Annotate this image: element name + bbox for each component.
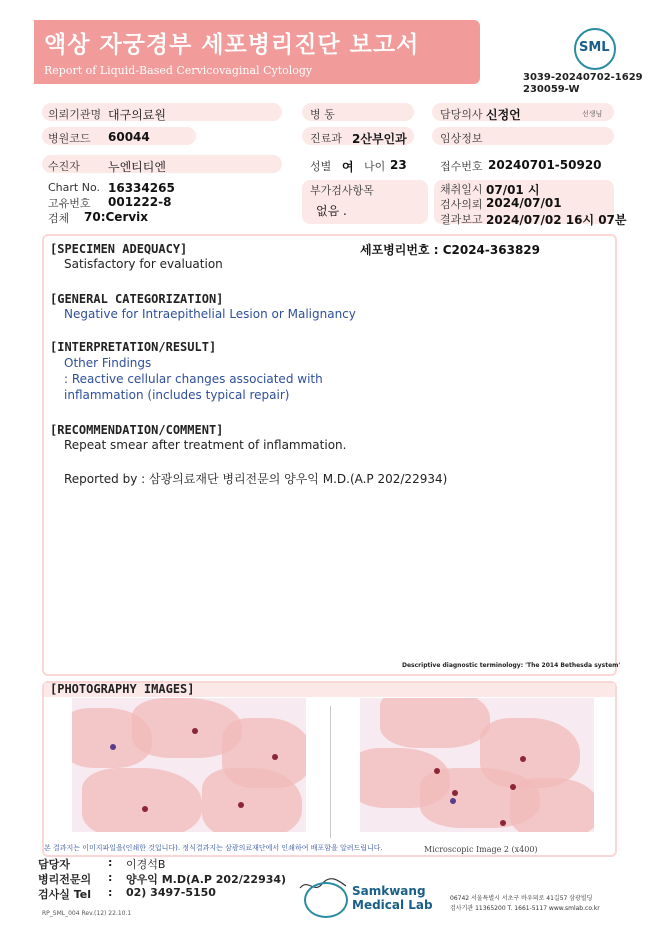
dept-value: 2산부인과 <box>352 132 407 146</box>
adequacy-text: Satisfactory for evaluation <box>64 257 223 271</box>
recommendation-text: Repeat smear after treatment of inflammation. <box>64 438 347 452</box>
pathologist-value: 양우익 M.D(A.P 202/22934) <box>126 873 287 886</box>
adequacy-heading: [SPECIMEN ADEQUACY] <box>50 242 188 256</box>
report-id <box>523 72 643 96</box>
collect-value: 07/01 시 <box>486 183 540 197</box>
request-label: 검사의뢰 <box>440 198 483 211</box>
interpretation-line3: inflammation (includes typical repair) <box>64 388 290 402</box>
company-line2: Medical Lab <box>352 898 433 912</box>
sex-value: 여 <box>342 160 354 174</box>
institution-label: 의뢰기관명 <box>48 108 102 121</box>
report-subtitle: Report of Liquid-Based Cervicovaginal Cytology <box>44 64 313 77</box>
result-value: 2024/07/02 16시 07분 <box>486 213 627 227</box>
sml-logo-text: SML <box>579 40 610 55</box>
report-id-line2: 230059-W <box>523 84 580 95</box>
report-title: 액상 자궁경부 세포병리진단 보고서 <box>44 32 420 58</box>
receipt-value: 20240701-50920 <box>488 158 602 172</box>
patient-value: 누엔티티엔 <box>108 160 166 174</box>
doctor-suffix: 선생님 <box>582 110 603 118</box>
unique-label: 고유번호 <box>48 197 91 210</box>
unique-value: 001222-8 <box>108 195 172 209</box>
reported-by: Reported by : 삼광의료재단 병리전문의 양우익 M.D.(A.P 202/22934) <box>64 472 448 486</box>
form-code: RP_SML_004 Rev.(12) 22.10.1 <box>42 910 132 917</box>
institution-value: 대구의료원 <box>108 108 166 122</box>
patient-label: 수진자 <box>48 160 80 173</box>
footer-logo-icon <box>304 882 348 918</box>
age-value: 23 <box>390 158 407 172</box>
microscopic-image-1 <box>72 698 306 832</box>
specimen-label: 검체 <box>48 212 70 225</box>
lab-tel-label: 검사실 Tel <box>38 888 91 901</box>
dept-label: 진료과 <box>310 132 342 145</box>
interpretation-line1: Other Findings <box>64 356 152 370</box>
address-line2: 검사기관 11365200 T. 1661-5117 www.smlab.co.kr <box>450 905 600 912</box>
doctor-value: 신정언 <box>486 108 521 122</box>
recommendation-heading: [RECOMMENDATION/COMMENT] <box>50 423 224 437</box>
microscopic-image-2 <box>360 698 594 832</box>
manager-value: 이경석B <box>126 858 166 871</box>
general-heading: [GENERAL CATEGORIZATION] <box>50 292 224 306</box>
doctor-label: 담당의사 <box>440 108 483 121</box>
terminology-note: Descriptive diagnostic terminology: 'The 2014 Bethesda system' <box>402 662 621 669</box>
lab-tel-value: 02) 3497-5150 <box>126 886 216 899</box>
request-value: 2024/07/01 <box>486 196 562 210</box>
addtest-value: 없음 . <box>316 204 347 218</box>
interpretation-heading: [INTERPRETATION/RESULT] <box>50 340 217 354</box>
ward-label: 병 동 <box>310 108 335 121</box>
photo-caption-2: Microscopic Image 2 (x400) <box>424 845 538 854</box>
hospital-code-label: 병원코드 <box>48 132 91 145</box>
chart-label: Chart No. <box>48 181 100 194</box>
footer-company <box>352 884 433 912</box>
collect-label: 채취일시 <box>440 183 483 196</box>
colon-3: : <box>108 886 113 899</box>
address-line1: 06742 서울특별시 서초구 바우뫼로 41길57 삼광빌딩 <box>450 895 593 902</box>
print-notice: 본 결과지는 이미지파일을(인쇄한 것입니다). 정식결과지는 삼광의료재단에서 인쇄하여 배포함을 알려드립니다. <box>44 844 383 852</box>
chart-value: 16334265 <box>108 181 175 195</box>
manager-label: 담당자 <box>38 858 70 871</box>
photo-heading: [PHOTOGRAPHY IMAGES] <box>50 682 195 696</box>
colon-2: : <box>108 871 113 884</box>
receipt-label: 접수번호 <box>440 160 483 173</box>
pathologist-label: 병리전문의 <box>38 873 92 886</box>
result-label: 결과보고 <box>440 213 483 226</box>
cytology-number: 세포병리번호 : C2024-363829 <box>360 243 540 257</box>
company-line1: Samkwang <box>352 884 426 898</box>
specimen-value: 70:Cervix <box>84 210 149 224</box>
sex-label: 성별 <box>310 160 332 173</box>
general-text: Negative for Intraepithelial Lesion or Malignancy <box>64 307 356 321</box>
footer-address <box>450 894 600 914</box>
photo-divider <box>330 706 331 838</box>
colon-1: : <box>108 856 113 869</box>
addtest-label: 부가검사항목 <box>310 184 374 197</box>
report-id-line1: 3039-20240702-1629 <box>523 72 643 83</box>
interpretation-line2: : Reactive cellular changes associated with <box>64 372 323 386</box>
hospital-code-value: 60044 <box>108 130 150 144</box>
age-label: 나이 <box>364 160 386 173</box>
clinical-label: 임상정보 <box>440 132 483 145</box>
